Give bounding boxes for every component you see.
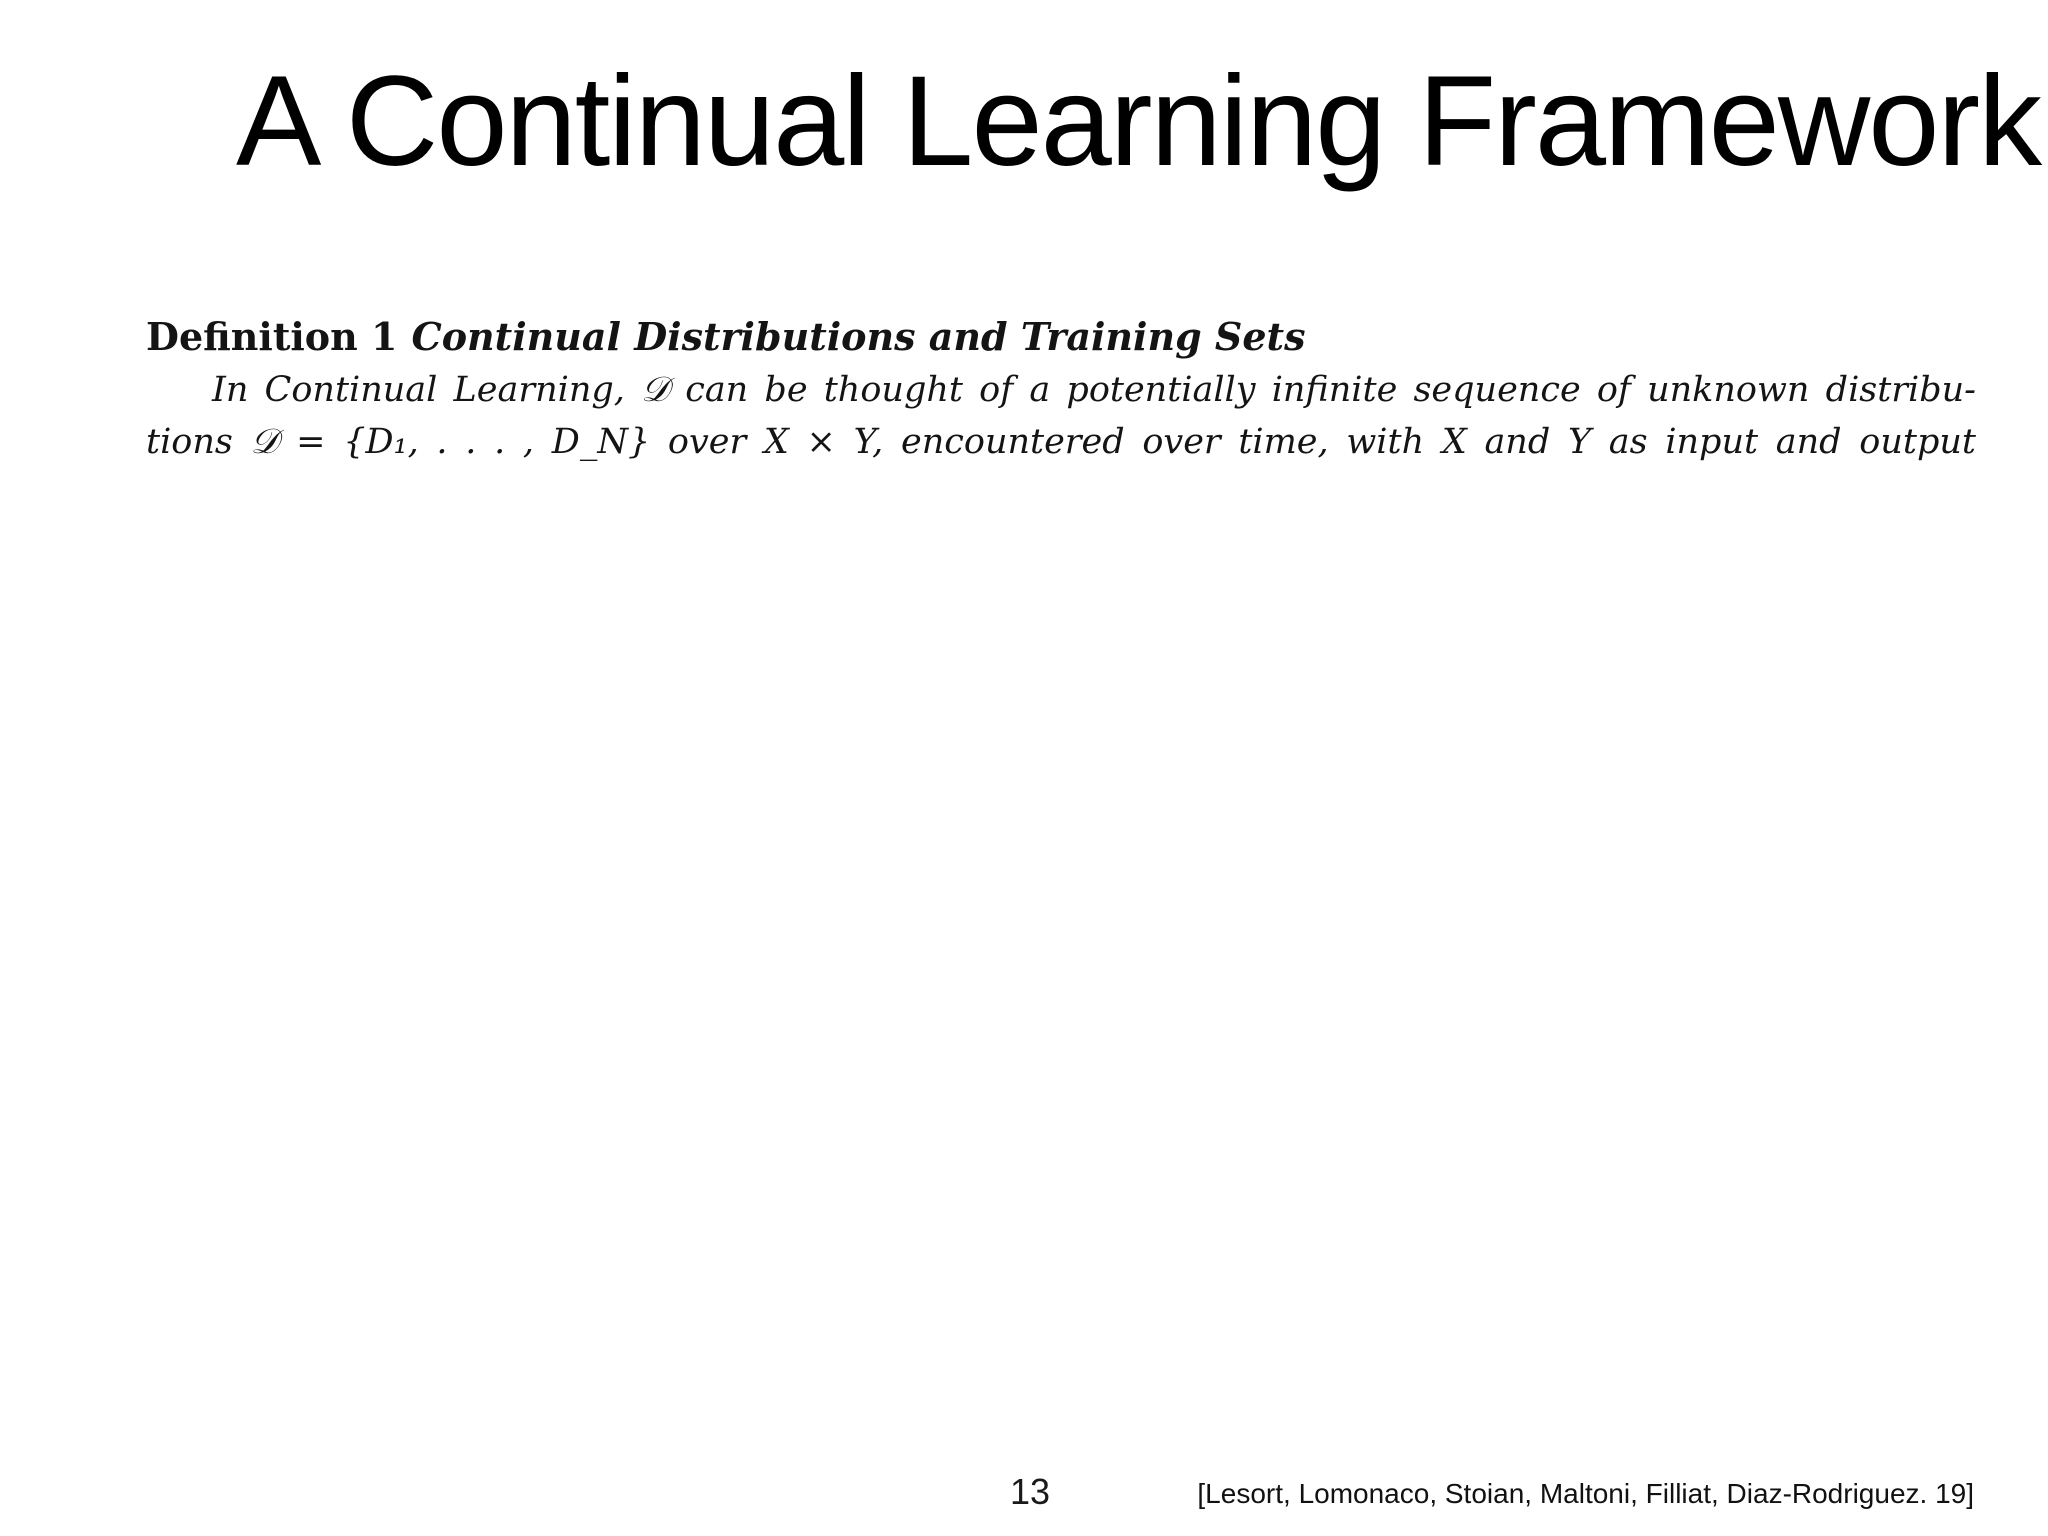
citation: [Lesort, Lomonaco, Stoian, Maltoni, Filliat, Diaz-Rodriguez. 19] bbox=[1197, 1478, 1974, 1509]
definition-body bbox=[146, 364, 1976, 468]
definition-heading bbox=[146, 310, 1976, 364]
slide-title: A Continual Learning Framework bbox=[236, 50, 2041, 193]
definition-title: Continual Distributions and Training Sets bbox=[411, 314, 1306, 359]
definition-block bbox=[146, 310, 1976, 468]
definition-line-2: tions 𝒟 = {D₁, . . . , D_N} over X × Y, encountered over time, with X and Y as input and output bbox=[146, 422, 1976, 462]
definition-label: Definition 1 bbox=[146, 314, 398, 359]
page-number: 13 bbox=[1010, 1471, 1051, 1512]
definition-line-1: In Continual Learning, 𝒟 can be thought of a potentially infinite sequence of unknown distribu- bbox=[212, 370, 1976, 410]
